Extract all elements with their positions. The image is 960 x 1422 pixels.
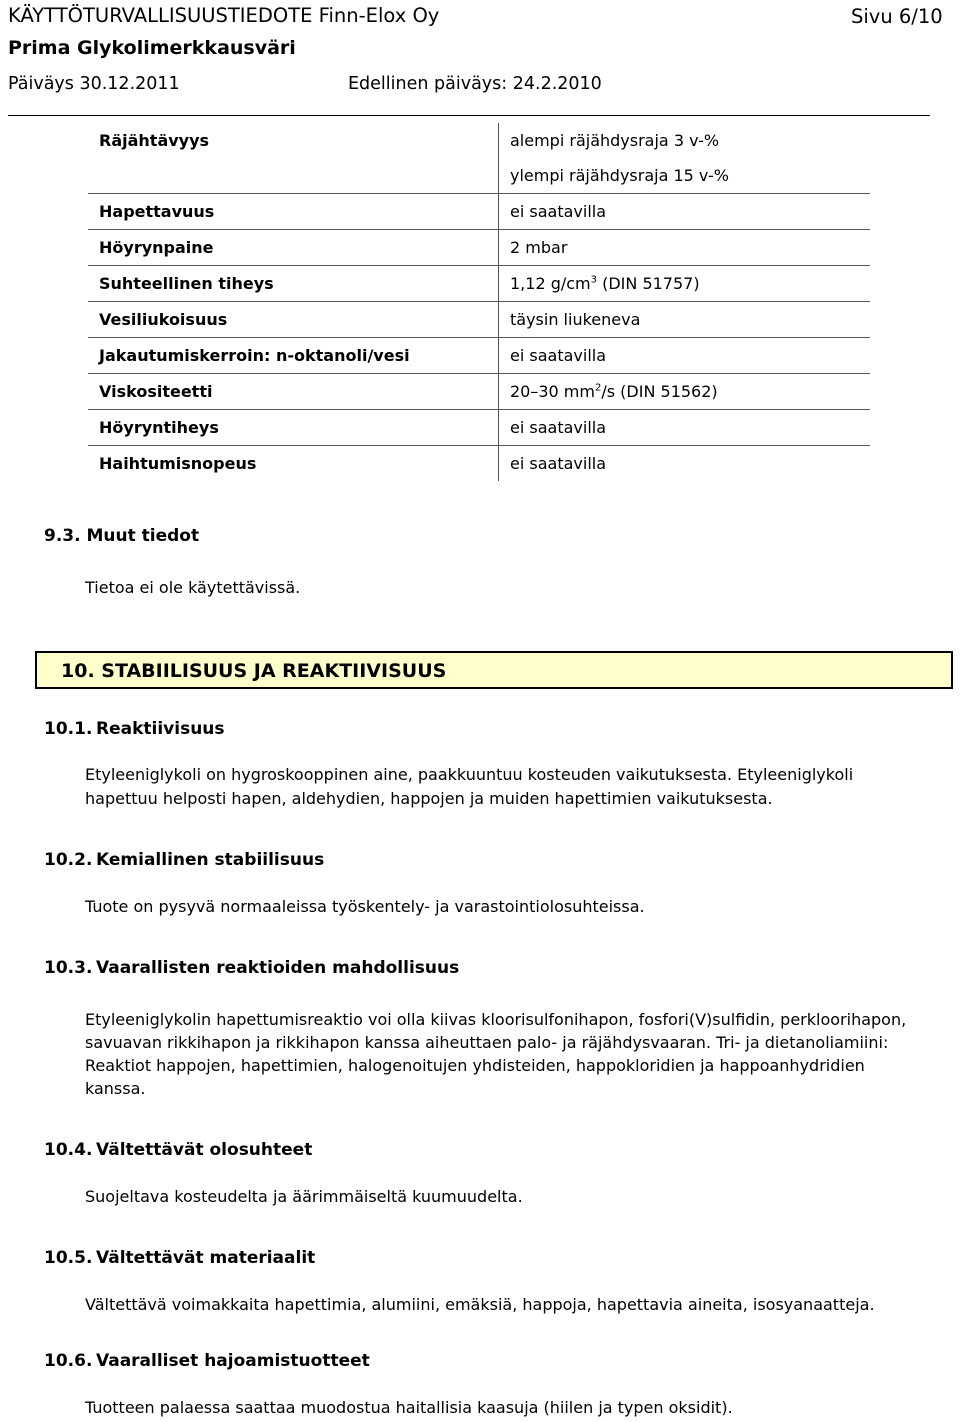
subsection-heading-10-6: Vaaralliset hajoamistuotteet — [96, 1351, 370, 1371]
property-value: ylempi räjähdysraja 15 v-% — [499, 158, 871, 194]
subsection-heading-9-3: 9.3. Muut tiedot — [44, 526, 200, 546]
property-label: Jakautumiskerroin: n-oktanoli/vesi — [88, 338, 499, 374]
paragraph-line: Etyleeniglykoli on hygroskooppinen aine, paakkuuntuu kosteuden vaikutuksesta. Etyleeniglykoli — [85, 765, 854, 784]
paragraph-10-5: Vältettävä voimakkaita hapettimia, alumiini, emäksiä, happoja, hapettavia aineita, isosyanaatteja. — [85, 1295, 875, 1314]
property-label: Räjähtävyys — [88, 123, 499, 158]
subsection-number-10-4: 10.4. — [44, 1140, 93, 1160]
table-row — [88, 374, 870, 410]
property-value: täysin liukeneva — [499, 302, 871, 338]
issue-date: Päiväys 30.12.2011 — [8, 74, 180, 94]
properties-table — [88, 123, 870, 481]
property-label: Höyryntiheys — [88, 410, 499, 446]
paragraph-10-6: Tuotteen palaessa saattaa muodostua haitallisia kaasuja (hiilen ja typen oksidit). — [85, 1398, 733, 1417]
subsection-heading-10-4: Vältettävät olosuhteet — [96, 1140, 313, 1160]
paragraph-line: Reaktiot happojen, hapettimien, halogenoitujen yhdisteiden, happokloridien ja happoanhydridien — [85, 1056, 865, 1075]
table-row — [88, 266, 870, 302]
table-row — [88, 410, 870, 446]
section-title: 10. STABIILISUUS JA REAKTIIVISUUS — [61, 660, 447, 682]
paragraph-10-2: Tuote on pysyvä normaaleissa työskentely- ja varastointiolosuhteissa. — [85, 897, 645, 916]
property-value: 20–30 $mm^2/s$ (DIN 51562) — [499, 374, 871, 410]
subsection-number-10-5: 10.5. — [44, 1248, 93, 1268]
header-divider — [8, 115, 930, 116]
table-row — [88, 446, 870, 482]
subsection-heading-10-2: Kemiallinen stabiilisuus — [96, 850, 325, 870]
subsection-number-10-6: 10.6. — [44, 1351, 93, 1371]
property-value: alempi räjähdysraja 3 v-% — [510, 131, 720, 150]
property-label: Suhteellinen tiheys — [88, 266, 499, 302]
subsection-heading-10-3: Vaarallisten reaktioiden mahdollisuus — [96, 958, 460, 978]
subsection-number-10-3: 10.3. — [44, 958, 93, 978]
table-row — [88, 123, 870, 158]
subsection-number-10-2: 10.2. — [44, 850, 93, 870]
property-value: ei saatavilla — [499, 410, 871, 446]
table-row — [88, 194, 870, 230]
subsection-number-10-1: 10.1. — [44, 719, 93, 739]
table-row — [88, 302, 870, 338]
property-label: Hapettavuus — [88, 194, 499, 230]
property-value: ei saatavilla — [510, 454, 607, 473]
property-label: Viskositeetti — [88, 374, 499, 410]
paragraph-9-3: Tietoa ei ole käytettävissä. — [85, 578, 301, 597]
document-title: KÄYTTÖTURVALLISUUSTIEDOTE Finn-Elox Oy — [8, 4, 440, 27]
paragraph-line: hapettuu helposti hapen, aldehydien, happojen ja muiden hapettimien vaikutuksesta. — [85, 789, 773, 808]
page-number: Sivu 6/10 — [851, 5, 943, 28]
paragraph-10-4: Suojeltava kosteudelta ja äärimmäiseltä kuumuudelta. — [85, 1187, 523, 1206]
table-row — [88, 230, 870, 266]
property-label: Vesiliukoisuus — [88, 302, 499, 338]
subsection-heading-10-5: Vältettävät materiaalit — [96, 1248, 316, 1268]
property-value: 2 mbar — [499, 230, 871, 266]
subsection-heading-10-1: Reaktiivisuus — [96, 719, 225, 739]
paragraph-line: savuavan rikkihapon ja rikkihapon kanssa aiheuttaen palo- ja räjähdysvaaran. Tri- ja dietanoliamiini: — [85, 1033, 889, 1052]
section-10-banner — [35, 651, 953, 689]
paragraph-line: kanssa. — [85, 1079, 146, 1098]
property-value: 1,12 $g/cm^3$ (DIN 51757) — [499, 266, 871, 302]
property-value: ei saatavilla — [499, 194, 871, 230]
previous-date: Edellinen päiväys: 24.2.2010 — [348, 74, 602, 94]
property-label: Höyrynpaine — [88, 230, 499, 266]
table-row — [88, 158, 870, 194]
product-name: Prima Glykolimerkkausväri — [8, 37, 296, 59]
property-value: ei saatavilla — [499, 338, 871, 374]
paragraph-line: Etyleeniglykolin hapettumisreaktio voi olla kiivas kloorisulfonihapon, fosfori(V)sulfidin, perkloorihapon, — [85, 1010, 907, 1029]
table-row — [88, 338, 870, 374]
property-label: Haihtumisnopeus — [88, 446, 499, 482]
